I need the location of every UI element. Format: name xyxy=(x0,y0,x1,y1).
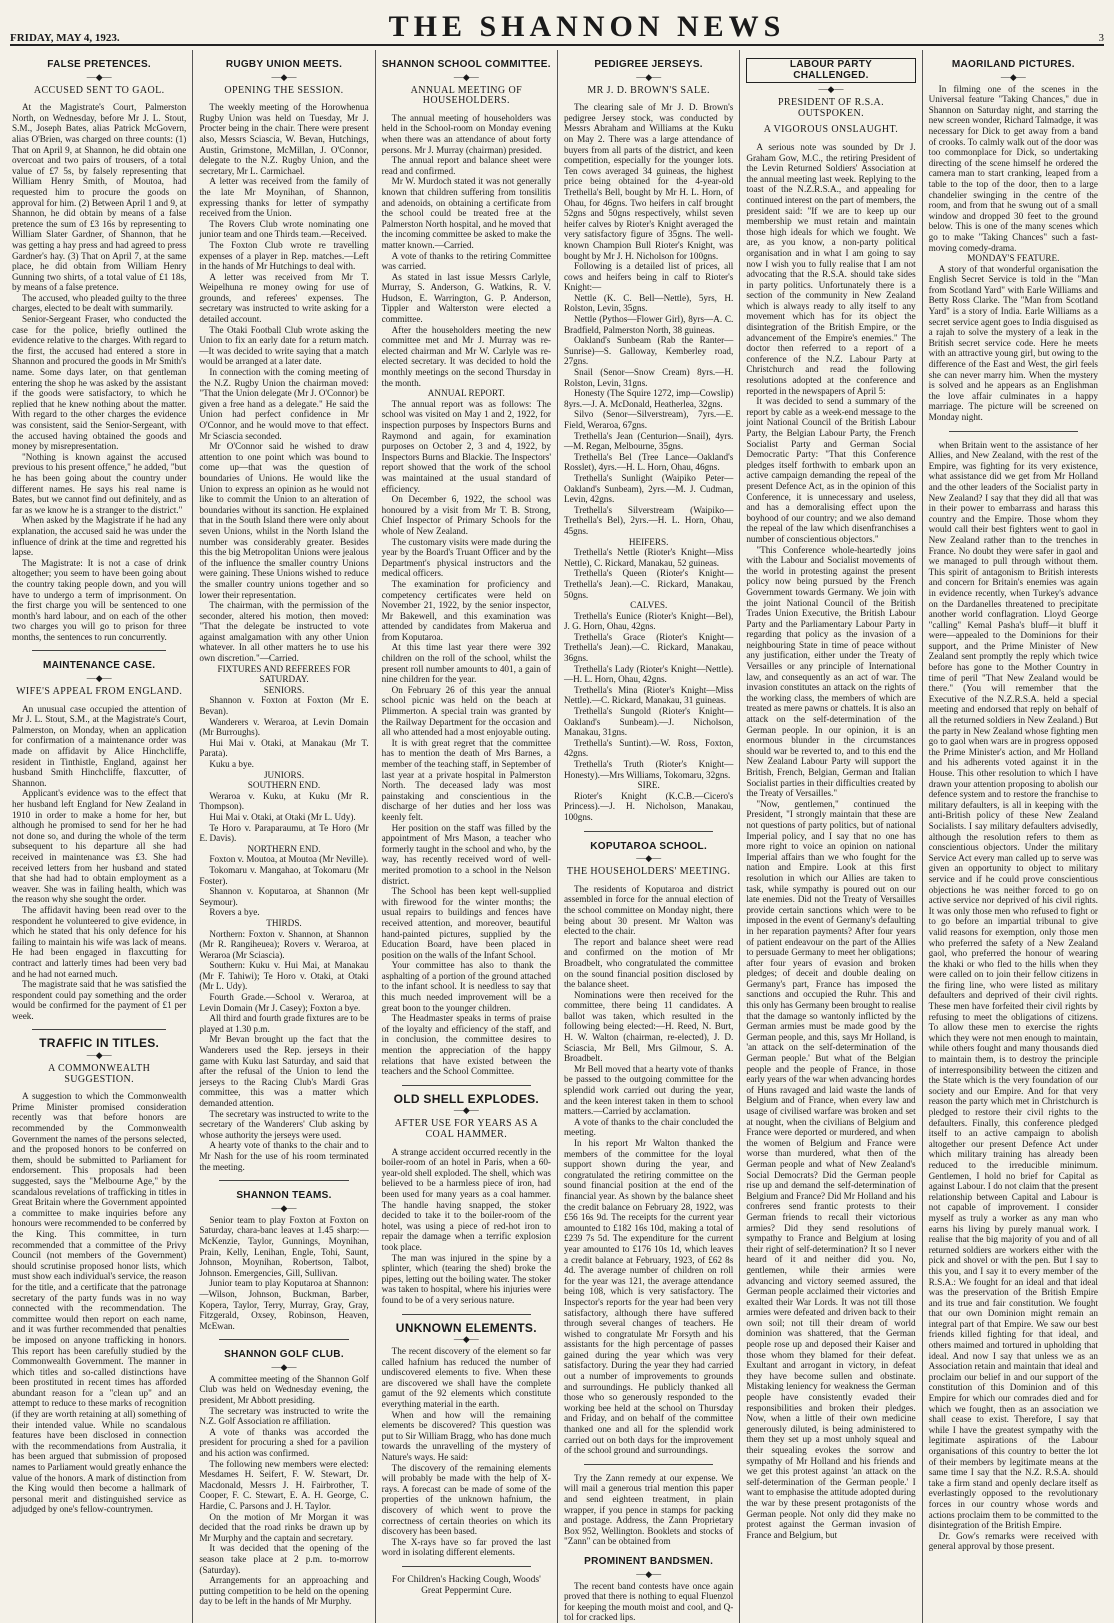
fixture-item: Hui Mai v. Otaki, at Otaki (Mr L. Udy). xyxy=(209,811,356,822)
feature-heading: MONDAY'S FEATURE. xyxy=(967,253,1060,264)
paragraph: On December 6, 1922, the school was honoured by a visit from Mr T. B. Strong, Chief Inspector of Primary Schools for the whole of New Zealand. xyxy=(381,494,551,536)
fixtures-heading: FIXTURES AND REFEREES FOR SATURDAY. xyxy=(217,663,351,685)
paragraph: The clearing sale of Mr J. D. Brown's pedigree Jersey stock, was conducted by Messrs Abraham and Williams at the Kuku on May 2. There was a large attendance of buyers from all parts of the district, and keen competition, especially for the younger lots. Ten cows averaged 34 guineas, the highest price being obtained for the 4-year-old Trethella's Bell, bought by Mr H. L. Horn, of Ohau, for 46gns. Two heifers in calf brought 52gns and 50gns respectively, whilst seven heifer calves by Rioter's Knight averaged the very satisfactory figure of 35gns. The well-known Champion Bull Rioter's Knight, was bought by Mr J. H. Nicholson for 100gns. xyxy=(563,102,734,261)
paragraph: The discovery of the remaining elements will probably be made with the help of X-rays. A forecast can be made of some of the properties of the unknown hafnium, the discovery of which went to prove the correctness of certain theories on which its discovery has been based. xyxy=(381,1462,551,1537)
paragraph: A vote of thanks to the retiring Committee was carried. xyxy=(381,250,551,272)
sire-heading: SIRE. xyxy=(637,780,660,791)
paragraph: Applicant's evidence was to the effect that her husband left England for New Zealand in 1910 in order to make a home for her, but although he promised to send for her he had not done so, and during the whole of the term subsequent to his departure all she had received in maintenance was £3. She had received letters from her husband and stated that she had had to obtain employment as a weaver. She was in failing health, which was the reason why she sought the order. xyxy=(12,788,187,905)
paragraph: Nettle (Pythos—Flower Girl), 8yrs—A. C. Bradfield, Palmerston North, 38 guineas. xyxy=(563,314,734,335)
sale-item: Trethella's Mina (Rioter's Knight—Miss Nettle).—C. Rickard, Manakau, 31 guineas. xyxy=(563,684,734,706)
issue-date: FRIDAY, MAY 4, 1923. xyxy=(10,32,120,44)
article-subhead: A COMMONWEALTH SUGGESTION. xyxy=(48,1063,151,1085)
divider: —◆— xyxy=(86,71,112,82)
paragraph: Oakland's Sunbeam (Rab the Ranter—Sunrise)—S. Galloway, Kemberley road, 27gns. xyxy=(563,335,734,367)
column-5 xyxy=(739,50,921,1623)
paragraph: In connection with the coming meeting of the N.Z. Rugby Union the chairman moved: "That the Union delegate (Mr J. O'Connor) be given a free hand as a delegate." He said the Union had perfect confidence in Mr O'Connor, and he would move to that effect. Mr Sciascia seconded. xyxy=(199,367,369,441)
divider: —◆— xyxy=(271,71,297,82)
paragraph: The annual report and balance sheet were read and confirmed. xyxy=(381,155,551,176)
paragraph: It was decided to send a summary of the report by cable as a week-end message to the joint National Council of the British Labour Party, the Belgian Labour Party, the French Socialist Party and German Social Democratic Party: "That this Conference pledges itself forthwith to embark upon an active campaign demanding the repeal of the present Defence Act, as in the opinion of this Conference, it is unnecessary and useless, and has a demoralising effect upon the boyhood of our country; and we also demand the repeal of the law which disenfranchises a number of conscientious objectors." xyxy=(746,396,916,544)
sale-item: Trethella's Sungold (Rioter's Knight—Oakland's Sunbeam).—J. Nicholson, Manakau, 31gns. xyxy=(563,706,734,738)
paragraph: When and how will the remaining elements be discovered? This question was put to Sir William Bragg, who has done much towards the unravelling of the mystery of Nature's ways. He said: xyxy=(381,1409,551,1463)
divider: —◆— xyxy=(636,71,662,82)
article-headline: MAINTENANCE CASE. xyxy=(43,660,156,672)
divider: —◆— xyxy=(86,673,112,684)
article-headline-boxed xyxy=(746,58,915,83)
article-body xyxy=(199,102,368,663)
paragraph: A vote of thanks to the chair concluded the meeting. xyxy=(563,1116,734,1138)
paragraph: As stated in last issue Messrs Carlyle, Murray, S. Anderson, G. Watkins, R. V. Hudson, E. Warrington, G. P. Anderson, Tippler and Walterston were elected a committee. xyxy=(381,271,551,325)
paragraph: It was decided that the opening of the season take place at 2 p.m. to-morrow (Saturday). xyxy=(199,1543,369,1575)
paragraph: Southern: Kuku v. Hui Mai, at Manakau (Mr F. Tahiwi); Te Horo v. Otaki, at Otaki (Mr L. Udy). xyxy=(199,960,369,992)
divider: —◆— xyxy=(453,1334,479,1345)
article-headline: UNKNOWN ELEMENTS. xyxy=(395,1320,537,1335)
paragraph: The affidavit having been read over to the respondent he volunteered to give evidence, in which he stated that his only defence for his failing to maintain his wife was lack of means. He had been engaged in flaxcutting for contract and latterly times had been very bad and he had not earned much. xyxy=(12,904,187,979)
paragraph: On February 26 of this year the annual school picnic was held on the beach at Plimmerton. A special train was granted by the Railway Department for the occasion and all who attended had a most enjoyable outing. xyxy=(381,684,551,738)
paragraph: The secretary was instructed to write to the secretary of the Wanderers' Club asking by whose authority the jerseys were used. xyxy=(199,1108,369,1140)
paragraph: Silvo (Senor—Silverstream), 7yrs.—E. Field, Weraroa, 67gns. xyxy=(563,409,734,430)
article-separator xyxy=(949,431,1078,432)
paragraph: The annual report was as follows: The school was visited on May 1 and 2, 1922, for inspection purposes by Inspectors Burns and Raymond and again, for examination purposes on October 2, 3 and 4, 1922, by Inspectors Burns and Blackie. The Inspectors' report showed that the work of the school was maintained at the usual standard of efficiency. xyxy=(381,398,551,494)
paragraph: The magistrate said that he was satisfied the respondent could pay something and the order would be confirmed for the payment of £1 per week. xyxy=(12,979,187,1021)
column-6 xyxy=(922,50,1104,1623)
article-subhead: WIFE'S APPEAL FROM ENGLAND. xyxy=(16,686,183,698)
fixture-item: Hui Mai v. Otaki, at Manakau (Mr T. Parata). xyxy=(199,737,369,759)
paragraph: The report and balance sheet were read and confirmed on the motion of Mr Broadbelt, who congratulated the committee on the sound financial position disclosed by the balance sheet. xyxy=(563,936,734,990)
article-separator xyxy=(219,1180,348,1181)
article-separator xyxy=(402,1085,531,1086)
paragraph: A strange accident occurred recently in the boiler-room of an hotel in Paris, when a 60-year-old shell exploded. The shell, which was believed to be a harmless piece of iron, had been used for many years as a coal hammer. The handle having snapped, the stoker decided to take it to the boiler-room of the hotel, was using a piece of red-hot iron to repair the damage when a terrific explosion took place. xyxy=(381,1146,551,1252)
paragraph: When asked by the Magistrate if he had any explanation, the accused said he was under the influence of drink at the time and regretted his lapse. xyxy=(12,515,187,558)
paragraph: The Rovers Club wrote nominating one junior team and one Thirds team.—Received. xyxy=(199,218,369,240)
paragraph: The recent band contests have once again proved that there is nothing to equal Fluenzol for keeping the mouth moist and cool, and Q-tol for cracked lips. xyxy=(563,1580,734,1623)
article-subhead: THE HOUSEHOLDERS' MEETING. xyxy=(566,866,731,878)
paragraph: Snail (Senor—Snow Cream) 8yrs.—H. Rolston, Levin, 31gns. xyxy=(563,367,734,388)
paragraph: The Foxton Club wrote re travelling expenses of a player in Rep. matches.—Left in the hands of Mr Hutchings to deal with. xyxy=(199,239,369,272)
paragraph: The chairman, with the permission of the seconder, altered his motion, then moved: "That the delegate be instructed to vote against amalgamation with any other Union whatever. In all other matters he to use his own discretion."—Carried. xyxy=(199,600,369,664)
paragraph: All third and fourth grade fixtures are to be played at 1.30 p.m. xyxy=(199,1013,369,1034)
paragraph: A letter was received from the family of the late Mr Moynihan, of Shannon, expressing thanks for letter of sympathy received from the Union. xyxy=(199,176,369,219)
heifers-heading: HEIFERS. xyxy=(628,536,669,547)
paragraph: The School has been kept well-supplied with firewood for the winter months; the usual repairs to buildings and fences have received attention, and moreover, beautiful hand-painted pictures, supplied by the Education Board, have been placed in position on the walls of the Infant School. xyxy=(381,886,551,960)
article-separator xyxy=(402,1566,531,1567)
fixture-item: Rovers a bye. xyxy=(209,907,260,918)
article-headline: OLD SHELL EXPLODES. xyxy=(393,1091,540,1106)
paragraph: The examination for proficiency and competency certificates were held on November 21, 1922, by the senior inspector, Mr Bakewell, and this examination was attended by candidates from Makerua and from Koputaroa. xyxy=(381,578,551,642)
page-number: 3 xyxy=(1098,32,1104,44)
paragraph: A letter was received from Mr T. Weipelhuna re money owing for use of grounds, and referees' expenses. The secretary was instructed to write asking for a detailed account. xyxy=(199,271,369,325)
paragraph: Trethella's Silverstream (Waipiko—Trethella's Bel), 2yrs.—H. L. Horn, Ohau, 45gns. xyxy=(563,504,734,536)
paragraph: "This Conference whole-heartedly joins with the Labour and Socialist movements of the world in protesting against the present policy now being pursued by the French Government towards Germany. We join with the joint National Council of the British Trades Union Executive, the British Labour Party and the Parliamentary Labour Party in regarding that policy as the invasion of a neighbouring State in time of peace without any justification, either under the Treaty of Versailles or any principle of International law, and consequently as an act of war. The invasion constitutes an attack on the rights of the working class, the members of which are treated as mere pawns or chattels. It is also an attack on the self-determination of the German people. In our opinion, it is an enormous blunder in the circumstances should war be reverted to, and to this end the New Zealand Labour Party will support the British, French, Belgian, German and Italian Socialist parties in their difficulties created by the Treaty of Versailles." xyxy=(746,544,916,799)
paragraph: "Now, gentlemen," continued the President, "I strongly maintain that these are not questions of party politics, but of national Imperial policy, and I say that no one has more right to voice an opinion on national Imperial affairs than we who fought for the nation and Empire. Look at this first resolution in which our Allies are taken to task, while sympathy is poured out on our late enemies. Did not the Treaty of Versailles provide certain sanctions which were to be imposed in the event of Germany's defaulting in her reparation payments? After four years of patient endeavour on the part of the Allies to persuade Germany to meet her obligations; after four years of evasion and broken pledges; of deceit and double dealing on Germany's part, France has imposed the sanctions and occupied the Ruhr. This and this only has Germany been brought to realise that the damage so wantonly inflicted by the German armies must be made good by the German people, and this, says Mr Holland, is 'an attack on the self-determination of the German people.' But what of the Belgian people and the people of France, in those early years of the war when advancing hordes of Huns ravaged and laid waste the lands of Belgium and of France, when every law and usage of civilised warfare was broken and set at nought, when the civilians of Belgium and France were deported or murdered, and when the women of Belgium and France were worse than murdered, what then of the German people and what of New Zealand's Social Democrats? Did the German people rise up and demand the self-determination of Belgium and France? Did Mr Holland and his confreres send frantic protests to their German friends to recall their victorious armies? Did they send resolutions of sympathy to France and Belgium at losing their right of self-determination? It so I never heard of it and neither did you. No, gentlemen, while their armies were advancing and victory seemed assured, the German people acclaimed their victories and exalted their War Lords. It was not till those armies were defeated and driven back to their own soil; not till their dream of world dominion was shattered, that the German people rose up and deposed their Kaiser and those whom they blamed for their defeat. Exultant and arrogant in victory, in defeat they have become sullen and obstinate. Mistaking leniency for weakness the German people have consistently evaded their responsibilities and broken their pledges. Now, when a little of their own medicine generously diluted, is being administered to them they set up a most unholy squeal and their squealing evokes the sorrow and sympathy of Mr Holland and his friends and we get this protest against 'an attack on the self-determination of the German people.' I want to emphasise the attitude adopted during the war by these present protagonists of the German people. Not only did they make no protest against the German invasion of France and Belgium, but xyxy=(746,798,916,1540)
paragraph: A committee meeting of the Shannon Golf Club was held on Wednesday evening, the president, Mr Abbott presiding. xyxy=(199,1373,369,1406)
article-headline: PROMINENT BANDSMEN. xyxy=(584,1555,714,1567)
paragraph: The X-rays have so far proved the last word in isolating different elements. xyxy=(381,1536,551,1558)
article-body xyxy=(12,1091,186,1515)
article-separator xyxy=(402,1314,531,1315)
article-separator xyxy=(32,650,166,651)
divider: —◆— xyxy=(453,1105,479,1116)
paragraph: when Britain went to the assistance of her Allies, and New Zealand, with the rest of the Empire, was fighting for its very existence, what assistance did we get from Mr Holland and the other leaders of the Socialist party in New Zealand? I say that they did all that was in their power to embarrass and harass this country and the Empire. Those whom they would call their best fighters went to gaol in New Zealand rather than to the trenches in France. No doubt they were safer in gaol and we managed to pull through without them. This spirit of antagonism to British interests and concern for Britain's enemies was again in evidence recently, when Turkey's advance on the Dardanelles threatened to precipitate another world conflagration. Lloyd George "calling" Kemal Pasha's bluff—it bluff it were—appealed to the Dominions for their support, and the Prime Minister of New Zealand sent promptly the reply which twice before has gone to the Mother Country in time of peril "That New Zealand would be there." (You will remember that the Executive of the N.Z.R.S.A. held a special meeting and endorsed that reply on behalf of all the returned soldiers in New Zealand.) But the party in New Zealand whose fighting men go to gaol when wars are in progress opposed the Prime Minister's action, and Mr Holland and his adherents voted against it in the House. This other resolution to which I have drawn your attention proposing to abolish our defence system and to restore the franchise to military defaulters, is all in keeping with the anti-British policy of these New Zealand Socialists. I say military defaulters advisedly, although the resolution refers to them as conscientious objectors. Under the military Service Act every man called up to serve was given an opportunity to object to military service and if he could prove conscientious objections he was neither forced to go on active service nor deprived of his civil rights. It was only those men who refused to fight or to go before an impartial tribunal to give valid reasons for exemption, only those men who preferred the safety of a New Zealand gaol, who preferred the honour of wearing the khaki or who fled to the hills when they were called on to join their fellow citizens in the firing line, who were listed as military defaulters and deprived of their civil rights. These men have forfeited their civil rights by refusing to meet the obligations of citizens. To allow these men to exercise the rights which they were not men enough to maintain, while others fought and many thousands died to maintain them, is to destroy the principle of interresponsibility between the citizen and the State which is the very foundation of our society and our Empire. And for that very reason the party which met in Christchurch is pledged to restore their civil rights to the defaulters. Finally, this conference pledged itself to an active campaign to abolish altogether our present Defence Act under which military training has already been reduced to the irreducible minimum. Gentlemen, I hold no brief for Capital as against Labour. I do not claim that the present relationship between Capital and Labour is not capable of improvement. I consider myself as truly a worker as any man who earns his living by purely manual work. I realise that the big majority of you and of all returned soldiers are workers either with the pick and shovel or with the pen. But I say to this you, and I say it to every member of the R.S.A.: We fought for an ideal and that ideal was the preservation of the British Empire and its true and fair constitution. We fought that our own Dominion might remain an integral part of that Empire. We saw our best friends killed fighting for that ideal, and others maimed and tortured in upholding that ideal. And now I say that unless we as an Association retain and maintain that ideal and proclaim our belief in and our support of the constitution of this Dominion and of this Empire for which our comrades died and for which we fought, then as an association we shall cease to exist. Therefore, I say that while I have the greatest sympathy with the legitimate aspirations of the Labour organisations of this country to better the lot of their members by legitimate means at the same time I say that the N.Z. R.S.A. should take a firm stand and openly declare itself as everlastingly opposed to the revolutionary forces in our country whose words and actions proclaim them to be committed to the disintegration of the British Empire. xyxy=(928,439,1098,1531)
paragraph: The man was injured in the spine by a splinter, which (tearing the shed) broke the pipes, letting out the boiling water. The stoker was taken to hospital, where his injuries were found to be of a very serious nature. xyxy=(381,1252,551,1305)
fixture-item: Kuku a bye. xyxy=(209,759,254,769)
paragraph: Trethella's Sunlight (Waipiko Peter—Oakland's Sunbeam), 2yrs.—M. J. Cudman, Levin, 42gns. xyxy=(563,472,734,505)
divider: —◆— xyxy=(1000,71,1026,82)
paragraph: Arrangements for an approaching and putting competition to be held on the opening day to be left in the hands of Mr Murphy. xyxy=(199,1575,369,1607)
article-headline: SHANNON TEAMS. xyxy=(236,1190,332,1202)
column-3 xyxy=(375,50,557,1623)
paragraph: Her position on the staff was filled by the appointment of Mrs Mason, a teacher who formerly taught in the school and who, by the way, has recently received word of well-merited promotion to a school in the Nelson district. xyxy=(381,822,551,886)
paragraph: Junior team to play Koputaroa at Shannon:—Wilson, Johnson, Buckman, Barber, Kopera, Taylor, Terry, Murray, Gray, Gray, Fitzgerald, Oxsey, Robinson, Heaven, McEwan. xyxy=(199,1278,369,1331)
paragraph: The Magistrate: It is not a case of drink altogether; you seem to have been going about the country taking people down, and you will have to undergo a term of imprisonment. On the first charge you will be sentenced to one month's hard labour, and on each of the other two charges you will go to prison for three months, the sentences to run concurrently. xyxy=(12,557,187,642)
sale-item: Trethella's Queen (Rioter's Knight—Trethella's Jean).—C. Rickard, Manakau, 50gns. xyxy=(563,568,734,600)
divider: —◆— xyxy=(86,1050,112,1061)
paragraph: A hearty vote of thanks to the chair and to Mr Nash for the use of his room terminated the meeting. xyxy=(199,1140,369,1172)
paragraph: Dr. Gow's remarks were received with general approval by those present. xyxy=(928,1530,1098,1552)
paragraph: At this time last year there were 392 children on the roll of the school, whilst the present roll number amounts to 401, a gain of nine children for the year. xyxy=(381,642,551,685)
paragraph: Mr Bevan brought up the fact that the Wanderers used the Rep. jerseys in their game with Kuku last Saturday, and said that after the refusal of the Union to lend the jerseys to the Racing Club's Mardi Gras committee, this was a matter which demanded attention. xyxy=(199,1034,369,1108)
divider: —◆— xyxy=(453,71,479,82)
column-1 xyxy=(10,50,192,1623)
paragraph: Senior-Sergeant Fraser, who conducted the case for the police, briefly outlined the evidence relative to the charges. With regard to the first, the accused had entered a store in Shannon and procured the goods in Mr Smith's name. Some days later, on that gentleman entering the shop he was asked by the assistant if the goods were satisfactory, to which he replied that he knew nothing about the matter. With regard to the other charges the evidence was consistent, said the Senior-Sergeant, with the accused having obtained the goods and money by misrepresentation. xyxy=(12,314,187,452)
article-separator xyxy=(584,831,713,832)
paragraph: Your committee has also to thank the asphalting of a portion of the ground attached to the infant school. It is needless to say that this much needed improvement will be a great boon to the younger children. xyxy=(381,960,551,1013)
article-headline: PEDIGREE JERSEYS. xyxy=(594,59,703,70)
sale-item: Trethella's Lady (Rioter's Knight—Nettle).—H. L. Horn, Ohau, 42gns. xyxy=(563,663,734,685)
divider: —◆— xyxy=(818,84,844,95)
paragraph: In filming one of the scenes in the Universal feature "Taking Chances," due in Shannon on Saturday night, and starring the new screen wonder, Richard Talmadge, it was necessary for Dick to get away from a band of crooks. To calmly walk out of the door was too commonplace for Dick, so undertaking directing of the scene himself he ordered the camera man to start cranking, leaped from a table to the top of the door, then to a large chandelier swinging in the centre of the room, and from that he swung out of a small window and dropped 30 feet to the ground below. This is one of the many scenes which go to make "Taking Chances" such a fast-moving comedy-drama. xyxy=(928,83,1098,253)
article-body xyxy=(12,102,186,642)
fixture-item: Tokomaru v. Mangahao, at Tokomaru (Mr Foster). xyxy=(199,864,369,886)
paragraph: On the motion of Mr Morgan it was decided that the road rinks be drawn up by Mr Murphy and the captain and secretary. xyxy=(199,1511,369,1543)
paragraph: Trethella's Jean (Centurion—Snail), 4yrs.—M. Regan, Melbourne, 35gns. xyxy=(563,430,734,452)
fixture-item: Shannon v. Koputaroa, at Shannon (Mr Seymour). xyxy=(199,886,369,907)
fixture-item: Te Horo v. Paraparaumu, at Te Horo (Mr E. Davis). xyxy=(199,822,369,844)
paragraph: The customary visits were made during the year by the Board's Truant Officer and by the Department's physical instructors and the medical officers. xyxy=(381,536,551,579)
advertisement: For Children's Hacking Cough, Woods' Great Peppermint Cure. xyxy=(391,1574,541,1596)
column-2 xyxy=(192,50,374,1623)
masthead xyxy=(10,8,1104,46)
sale-item: Rioter's Knight (K.C.B.—Cicero's Princess).—J. H. Nicholson, Manakau, 100gns. xyxy=(563,790,734,822)
article-headline: MAORILAND PICTURES. xyxy=(951,59,1075,70)
article-separator xyxy=(219,1339,348,1340)
paragraph: The annual meeting of householders was held in the School-room on Monday evening when there was an attendance of about forty persons. Mr J. Murray (chairman) presided. xyxy=(381,112,551,155)
fixture-item: Weraroa v. Kuku, at Kuku (Mr R. Thompson). xyxy=(199,790,369,812)
paragraph: Honesty (The Squire 1272, imp—Cowslip) 8yrs.—J. A. McDonald, Heatherlea, 32gns. xyxy=(563,388,734,409)
article-subhead: AFTER USE FOR YEARS AS A COAL HAMMER. xyxy=(394,1118,539,1140)
paragraph: The residents of Koputaroa and district assembled in force for the annual election of the school committee on Monday night, there being about 30 present. Mr Walton was elected to the chair. xyxy=(563,883,734,937)
advertisement: Try the Zann remedy at our expense. We will mail a generous trial mention this paper and send eighteen treatment, in plain wrapper, if you pence in stamps for packing and postage. Address, the Zann Proprietary Box 952, Wellington. Booklets and stocks of "Zann" can be obtained from xyxy=(563,1472,734,1547)
newspaper-title: THE SHANNON NEWS xyxy=(388,10,786,43)
report-heading: ANNUAL REPORT. xyxy=(427,388,505,399)
article-headline: LABOUR PARTY CHALLENGED. xyxy=(746,58,915,83)
paragraph: It is with great regret that the committee has to mention the death of Mrs Barnes, a member of the teaching staff, in September of last year at a private hospital in Palmerston North. The deceased lady was most painstaking and conscientious in the discharge of her duties and her loss was keenly felt. xyxy=(381,737,551,822)
sale-item: Trethella's Suntint).—W. Ross, Foxton, 42gns. xyxy=(563,737,734,759)
northern-heading: NORTHERN END. xyxy=(247,843,321,854)
sale-item: Trethella's Grace (Rioter's Knight—Trethella's Jean).—C. Rickard, Manakau, 36gns. xyxy=(563,631,734,664)
paragraph: Fourth Grade.—School v. Weraroa, at Levin Domain (Mr J. Casey); Foxton a bye. xyxy=(199,992,369,1013)
paragraph: Mr O'Connor said he wished to draw attention to one point which was bound to come up—that was the question of boundaries of Unions. He would like the Union to express an opinion as he would not like to commit the Union to an alteration of boundaries without its sanction. He explained that in the South Island there were only about seven Unions, whilst in the North Island the number was considerably greater. Besides this the big Metropolitan Unions were jealous of the influence the smaller country Unions were gaining. These Unions wished to reduce the smaller country unions together and so lower their representation. xyxy=(199,441,369,600)
paragraph: The Headmaster speaks in terms of praise of the loyalty and efficiency of the staff, and in conclusion, the committee desires to mention the appreciation of the happy relations that have existed between the teachers and the School Committee. xyxy=(381,1013,551,1077)
article-headline: RUGBY UNION MEETS. xyxy=(225,59,343,70)
column-4 xyxy=(557,50,739,1623)
paragraph: A suggestion to which the Commonwealth Prime Minister promised consideration recently was that before honors are recommended by the Commonwealth Government the names of the persons selected, and the proposed honors to be conferred on them, should be submitted to Parliament for endorsement. This proposals had been suggested, says the "Melbourne Age," by the scandalous revelations of trafficking in titles in Great Britain where the Government appointed a committee to make inquiries before any honours were recommended to be conferred by the King. This committee, in turn recommended that a committee of the Privy Council (not members of the Government) should scrutinise proposed honor lists, which must show each individual's service, the reason for the title, and a certificate that the patronage secretary of the party funds was in no way connected with the recommendation. The committee would then report on each name, and it was further recommended that penalties be imposed on anyone trafficking in honors. This report has been carefully studied by the Commonwealth Government. The manner in which titles and so-called distinctions have been prostituted in recent times has afforded abundant reason for a "clean up" and an attempt to reduce to these marks of recognition (if they are worth retaining at all) something of their intended value. While no scandalous features have been disclosed in connection with the recommendations from Australia, it has been argued that submission of proposed names to Parliament would greatly enhance the value of the honors. A mark of distinction from the King would then become a hallmark of personal merit and distinguished service as adjudged by one's fellow-countrymen. xyxy=(12,1091,187,1515)
paragraph: A serious note was sounded by Dr J. Graham Gow, M.C., the retiring President of the Levin Returned Soldiers' Association at the annual meeting last week. Replying to the toast of the N.Z.R.S.A., and appealing for continued interest on the part of members, the president said: "If we are to keep up our membership we must retain and maintain those high ideals for which we fought. We are, as you know, a non-party political organisation and in what I am going to say now I wish you to fully realise that I am not advocating that the R.S.A. should take sides in party politics. Unfortunately there is a section of the community in New Zealand which is always ready to ally itself to any movement which has for its object the disintegration of the British Empire, or the advancement of the Empire's enemies." The doctor then referred to a report of a conference of the N.Z. Labour Party at Christchurch and read the following resolutions adopted at the conference and reported in the newspapers of April 5: xyxy=(746,141,916,396)
article-subhead: MR J. D. BROWN'S SALE. xyxy=(587,84,710,96)
article-subhead-2: A VIGOROUS ONSLAUGHT. xyxy=(763,124,899,136)
paragraph: After the householders meeting the new committee met and Mr J. Murray was re-elected chairman and Mr W. Carlyle was re-elected secretary. It was decided to hold the monthly meetings on the second Thursday in the month. xyxy=(381,324,551,388)
article-separator xyxy=(32,1029,166,1030)
paragraph: The secretary was instructed to write the N.Z. Golf Association re affiliation. xyxy=(199,1405,369,1427)
calves-heading: CALVES. xyxy=(630,600,668,611)
paragraph: The accused, who pleaded guilty to the three charges, elected to be dealt with summarily. xyxy=(12,292,187,314)
article-headline: KOPUTAROA SCHOOL. xyxy=(590,840,708,852)
article-headline: SHANNON SCHOOL COMMITTEE. xyxy=(381,59,551,70)
article-subhead: PRESIDENT OF R.S.A. OUTSPOKEN. xyxy=(777,97,885,119)
paragraph: A story of that wonderful organisation the English Secret Service is told in the "Man from Scotland Yard" with Earle Williams and Betty Ross Clarke. The "Man from Scotland Yard" is a story of India. Earle Williams as a secret service agent goes to India disguised as a rajah to solve the mystery of a leak in the British secret service code. Here he meets with an attractive young girl, but owing to the difference of the East and West, the girl feels she can never marry him. When the mystery is solved and he appears as an Englishman the love affair culminates in a happy marriage. The picture will be screened on Monday night. xyxy=(928,263,1098,422)
paragraph: The Otaki Football Club wrote asking the Union to fix an early date for a return match.—It was decided to write saying that a match would be arranged at a later date. xyxy=(199,324,369,367)
divider: —◆— xyxy=(271,1202,297,1213)
article-headline: SHANNON GOLF CLUB. xyxy=(224,1349,344,1361)
fixture-item: Shannon v. Foxton at Foxton (Mr E. Bevan). xyxy=(199,695,369,717)
columns xyxy=(10,50,1104,1623)
article-subhead: OPENING THE SESSION. xyxy=(224,84,344,96)
thirds-heading: THIRDS. xyxy=(266,917,302,928)
juniors-heading: JUNIORS. xyxy=(263,769,305,780)
paragraph: Senior team to play Foxton at Foxton on Saturday, chara-banc leaves at 1.45 sharp:—McKenzie, Taylor, Gunnings, Moynihan, Prain, Kelly, Lenihan, Engle, Tohi, Saunt, Johnson, Moynihan, Robertson, Talbot, Johnson. Emergencies, Gill, Sullivan. xyxy=(199,1214,369,1278)
paragraph: Following is a detailed list of prices, all cows and heifers being in calf to Rioter's Knight:— xyxy=(563,261,734,293)
article-subhead: ANNUAL MEETING OF HOUSEHOLDERS. xyxy=(410,84,523,107)
fixture-item: Foxton v. Moutoa, at Moutoa (Mr Neville). xyxy=(209,854,369,865)
paragraph: The recent discovery of the element so far called hafnium has reduced the number of undiscovered elements to five. When these are discovered we shall have the complete gamut of the 92 elements which constitute everything material in the earth. xyxy=(381,1346,551,1410)
paragraph: Mr W. Murdoch stated it was not generally known that children suffering from tonsilitis and adenoids, on obtaining a certificate from the school could be treated free at the Palmerston North hospital, and he moved that the incoming committee be asked to make the matter known.—Carried. xyxy=(381,176,551,250)
paragraph: Nettle (K. C. Bell—Nettle), 5yrs, H. Rolston, Levin, 35gns. xyxy=(563,292,734,314)
paragraph: Northern: Foxton v. Shannon, at Shannon (Mr R. Rangiheuea); Rovers v. Weraroa, at Weraroa (Mr Sciascia). xyxy=(199,928,369,960)
divider: —◆— xyxy=(271,1361,297,1372)
paragraph: An unusual case occupied the attention of Mr J. L. Stout, S.M., at the Magistrate's Court, Palmerston, on Monday, when an application for confirmation of a maintenance order was made on affidavit by Alice Hinchcliffe, resident in Tinthistle, England, against her husband Smith Hinchcliffe, flaxcutter, of Shannon. xyxy=(12,703,187,788)
divider: —◆— xyxy=(636,1568,662,1579)
paragraph: "Nothing is known against the accused previous to his present offence," he added, "but he has been going about the country under different names. He says his real name is Bates, but we cannot find out definitely, and as far as we know he is a stranger to the district." xyxy=(12,451,187,515)
article-subhead: ACCUSED SENT TO GAOL. xyxy=(33,84,165,96)
article-headline: TRAFFIC IN TITLES. xyxy=(39,1036,160,1051)
paragraph: The weekly meeting of the Horowhenua Rugby Union was held on Tuesday, Mr J. Procter being in the chair. There were present also, Messrs Sciascia, W. Bevan, Hutchings, Austin, Grimstone, McMillan, J. O'Connor, delegate to the N.Z. Rugby Union, and the secretary, Mr L. Carmichael. xyxy=(199,102,369,176)
article-headline: FALSE PRETENCES. xyxy=(47,59,152,70)
paragraph: The following new members were elected: Mesdames H. Seifert, F. W. Stewart, Dr. Macdonald, Messrs J. H. Fairbrother, T. Cooper, F. C. Stewart, E. A. H. George, C. Hardie, C. Parsons and J. H. Taylor. xyxy=(199,1458,369,1511)
article-body xyxy=(12,704,186,1022)
paragraph: In his report Mr Walton thanked the members of the committee for the loyal support shown during the year, and congratulated the retiring committee on the sound financial position at the end of the financial year. As shown by the balance sheet the credit balance on February 28, 1922, was £56 16s 9d. The receipts for the current year amounted to £182 16s 10d, making a total of £239 7s 5d. The expenditure for the current year amounted to £176 10s 1d, which leaves a credit balance at February, 1923, of £62 8s 4d. The average number of children on roll for the year was 121, the average attendance being 108, which is very satisfactory. The Inspector's reports for the year had been very satisfactory, although there have suffered through several changes of teachers. He wished to congratulate Mr Forsyth and his assistants for the high percentage of passes gained during the year which was very satisfactory. During the year they had carried out a number of improvements to grounds and surroundings. He publicly thanked all those who so generously responded to the working bee held at the school on Thursday and Friday, and on behalf of the committee thanked one and all for the splendid work carried out on both days for the improvement of the school ground and surroundings. xyxy=(563,1138,734,1456)
fixture-item: Wanderers v. Weraroa, at Levin Domain (Mr Burroughs). xyxy=(199,716,369,738)
paragraph: Mr Bell moved that a hearty vote of thanks be passed to the outgoing committee for the splendid work carried out during the year, and the keen interest taken in them to school matters.—Carried by acclamation. xyxy=(563,1063,734,1117)
paragraph: Trethella's Bel (Tree Lance—Oakland's Rosslet), 4yrs.—H. L. Horn, Ohau, 46gns. xyxy=(563,451,734,473)
sale-item: Trethella's Nettle (Rioter's Knight—Miss Nettle), C. Rickard, Manakau, 52 guineas. xyxy=(563,547,734,568)
seniors-heading: SENIORS. xyxy=(263,684,305,695)
sale-item: Trethella's Eunice (Rioter's Knight—Bel), J. G. Horn, Ohau, 42gns. xyxy=(563,610,734,632)
southern-heading: SOUTHERN END. xyxy=(247,780,321,791)
divider: —◆— xyxy=(636,853,662,864)
paragraph: At the Magistrate's Court, Palmerston North, on Wednesday, before Mr J. L. Stout, S.M., Joseph Bates, alias Patrick McGovern, alias O'Brien, was charged on three counts: (1) That on April 9, at Shannon, he did obtain one overcoat and two pairs of trousers, of a total value of £7 5s, by falsely representing that William Henry Smith, of Moutoa, had requested him to procure the goods on approval for him. (2) Between April 1 and 9, at Shannon, he did obtain by means of a false pretence the sum of £3 16s by representing to William Slater Gardner, of Shannon, that he was getting a hay press and had agreed to press Gardner's hay. (3) That on April 7, at the same place, he did obtain from William Henry Gunning two shirts, of a total value of £1 18s, by means of a false pretence. xyxy=(12,102,187,293)
paragraph: Nominations were then received for the committee, there being 11 candidates. A ballot was taken, which resulted in the following being elected:—H. Reed, N. Burt, H. W. Walton (chairman, re-elected), J. D. Sciascia, Mr Bell, Mrs Gilmour, S. A. Broadbelt. xyxy=(563,989,734,1064)
sale-item: Trethella's Truth (Rioter's Knight—Honesty).—Mrs Williams, Tokomaru, 32gns. xyxy=(563,759,734,780)
paragraph: A vote of thanks was accorded the president for procuring a shed for a pavilion and his action was confirmed. xyxy=(199,1426,369,1459)
article-separator xyxy=(584,1464,713,1465)
